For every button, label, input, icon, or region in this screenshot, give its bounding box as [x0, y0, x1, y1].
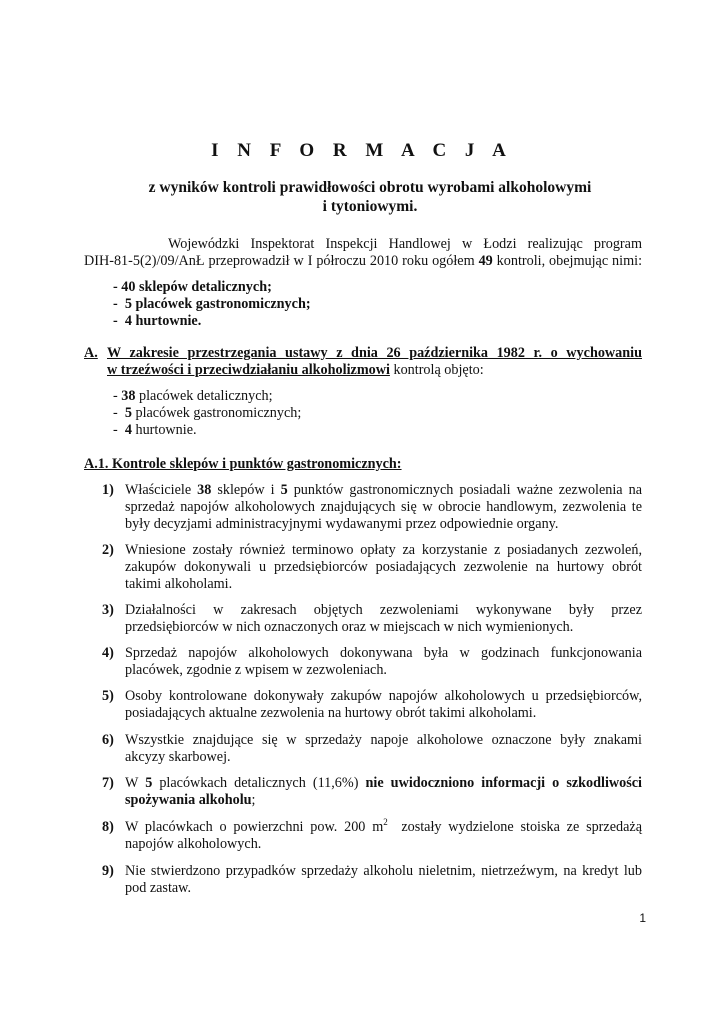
section-a-list-item: - 4 hurtownie. [113, 422, 197, 438]
item-line: W placówkach o powierzchni pow. 200 $m^2$ zostały wydzielone stoiska ze sprzedażą [125, 817, 642, 835]
list-item [125, 482, 642, 533]
intro-line-2 [84, 253, 642, 270]
item-number: 2) [102, 542, 114, 558]
section-a-heading-rest: kontrolą objęto: [389, 362, 484, 378]
section-a-list-item: - 38 placówek detalicznych; [113, 388, 273, 404]
item-number: 9) [102, 863, 114, 879]
list-item [125, 645, 642, 679]
list-item [125, 775, 642, 809]
intro-list [113, 279, 513, 330]
item-line: Sprzedaż napojów alkoholowych dokonywana była w godzinach funkcjonowania [125, 645, 642, 661]
section-a-list [113, 388, 513, 439]
item-number: 6) [102, 732, 114, 748]
item-line: zakupów dokonywali u przedsiębiorców posiadających zezwolenie na hurtowy obrót [125, 559, 642, 575]
intro-list-item: - 40 sklepów detalicznych; [113, 279, 272, 295]
section-a-list-item: - 5 placówek gastronomicznych; [113, 405, 302, 421]
item-number: 3) [102, 602, 114, 618]
list-item [125, 819, 642, 853]
intro-text-b: kontroli, obejmując nimi: [496, 253, 643, 269]
document-title: I N F O R M A C J A [211, 140, 513, 161]
intro-total-count: 49 [478, 253, 493, 269]
section-a-heading-line-1: W zakresie przestrzegania ustawy z dnia 26 października 1982 r. o wychowaniu [107, 345, 642, 361]
item-number: 4) [102, 645, 114, 661]
item-number: 8) [102, 819, 114, 835]
item-line: Wniesione zostały również terminowo opłaty za korzystanie z posiadanych zezwoleń, [125, 542, 642, 558]
item-line: posiadających aktualne zezwolenia na hurtowy obrót takimi alkoholami. [125, 705, 537, 721]
intro-text-a: DIH-81-5(2)/09/AnŁ przeprowadził w I półroczu 2010 roku ogółem [84, 253, 475, 269]
list-item [125, 863, 642, 897]
item-line: Właściciele 38 sklepów i 5 punktów gastronomicznych posiadali ważne zezwolenia na [125, 482, 642, 498]
item-line: Działalności w zakresach objętych zezwoleniami wykonywane były przez [125, 602, 642, 618]
section-a1-heading: A.1. Kontrole sklepów i punktów gastronomicznych: [84, 456, 402, 472]
list-item [125, 732, 642, 766]
document-subtitle [100, 178, 640, 216]
item-line: Nie stwierdzono przypadków sprzedaży alkoholu nieletnim, nietrzeźwym, na kredyt lub [125, 863, 642, 879]
item-number: 5) [102, 688, 114, 704]
subtitle-line-1: z wyników kontroli prawidłowości obrotu wyrobami alkoholowymi [148, 179, 592, 196]
item-line: placówek, zgodnie z wpisem w zezwoleniach. [125, 662, 387, 678]
section-a-law-name: w trzeźwości i przeciwdziałaniu alkoholizmowi [107, 362, 390, 378]
item-line: W 5 placówkach detalicznych (11,6%) nie uwidoczniono informacji o szkodliwości [125, 775, 642, 791]
list-item [125, 542, 642, 593]
page-number: 1 [639, 911, 646, 925]
item-line: napojów alkoholowych. [125, 836, 262, 852]
item-line: sprzedaż napojów alkoholowych znajdujących się w obrocie handlowym, zezwolenia te [125, 499, 642, 515]
item-line: spożywania alkoholu; [125, 792, 256, 808]
item-line: takimi alkoholami. [125, 576, 233, 592]
section-a-heading-line-2 [107, 362, 484, 379]
intro-line-1: Wojewódzki Inspektorat Inspekcji Handlowej w Łodzi realizując program [168, 236, 642, 252]
item-line: były decyzjami administracyjnymi wydawanymi przez odpowiednie organy. [125, 516, 559, 532]
item-line: przedsiębiorców w nich oznaczonych oraz w miejscach w nich wymienionych. [125, 619, 574, 635]
list-item [125, 602, 642, 636]
item-line: akcyzy skarbowej. [125, 749, 231, 765]
item-line: Wszystkie znajdujące się w sprzedaży napoje alkoholowe oznaczone były znakami [125, 732, 642, 748]
subtitle-line-2: i tytoniowymi. [322, 198, 418, 215]
item-number: 1) [102, 482, 114, 498]
intro-list-item: - 4 hurtownie. [113, 313, 202, 329]
list-item [125, 688, 642, 722]
item-number: 7) [102, 775, 114, 791]
intro-list-item: - 5 placówek gastronomicznych; [113, 296, 311, 312]
section-a-label: A. [84, 345, 98, 361]
item-line: pod zastaw. [125, 880, 192, 896]
item-line: Osoby kontrolowane dokonywały zakupów napojów alkoholowych u przedsiębiorców, [125, 688, 642, 704]
